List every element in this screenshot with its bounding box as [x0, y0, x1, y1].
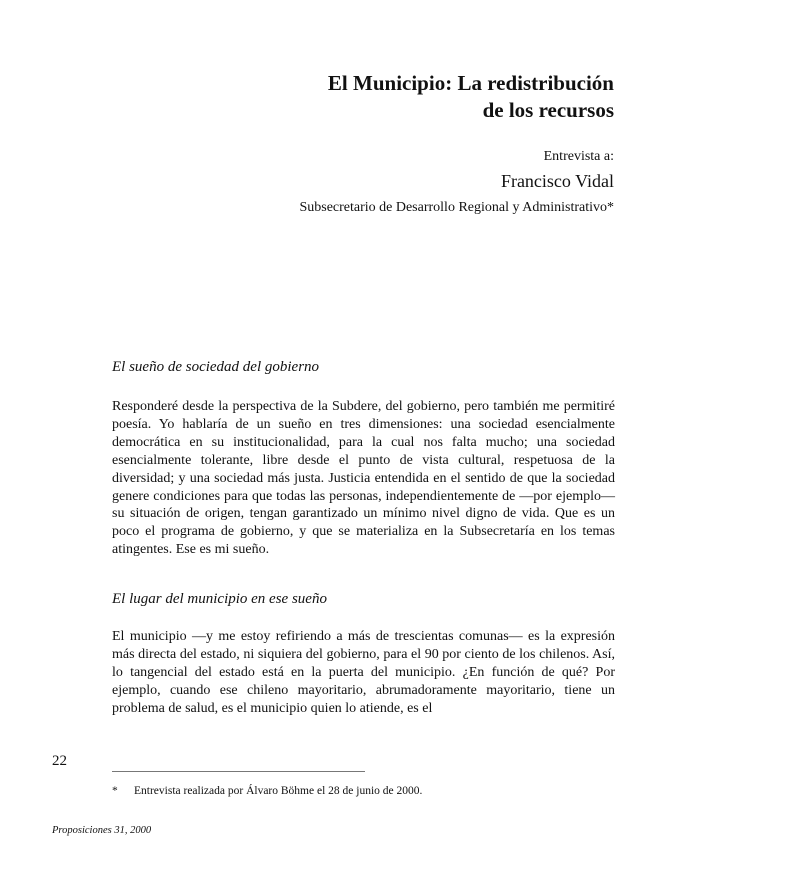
- page-number: 22: [52, 753, 67, 769]
- interviewee-role: Subsecretario de Desarrollo Regional y Administrativo*: [299, 200, 614, 215]
- article-title-line-1: El Municipio: La redistribución: [327, 71, 614, 95]
- footnote: [112, 785, 422, 797]
- footnote-text: Entrevista realizada por Álvaro Böhme el 28 de junio de 2000.: [134, 785, 423, 797]
- section-heading-dream: El sueño de sociedad del gobierno: [112, 359, 320, 375]
- article-title: [194, 70, 614, 124]
- interview-label: Entrevista a:: [543, 149, 614, 164]
- section-body-municipality: El municipio —y me estoy refiriendo a más de trescientas comunas— es la expresión más directa del estado, ni siquiera del gobierno, para el 90 por ciento de los chilenos. Así, lo tangencial del estado está en la puerta del municipio. ¿En función de qué? Por ejemplo, cuando ese chileno mayoritario, abrumadoramente mayoritario, tiene un problema de salud, es el municipio quien lo atiende, es el: [112, 629, 615, 716]
- section-heading-municipality: El lugar del municipio en ese sueño: [112, 591, 327, 607]
- journal-citation: Proposiciones 31, 2000: [52, 825, 152, 836]
- section-body-dream: Responderé desde la perspectiva de la Subdere, del gobierno, pero también me permitiré poesía. Yo hablaría de un sueño en tres dimensiones: una sociedad esencialmente democrática en su institucionalidad, para la cual nos falta mucho; una sociedad esencialmente tolerante, libre desde el punto de vista cultural, respetuosa de la diversidad; y una sociedad más justa. Justicia entendida en el sentido de que la sociedad genere condiciones para que todas las personas, independientemente de —por ejemplo— su situación de origen, tengan garantizado un mínimo nivel digno de vida. Que es un poco el programa de gobierno, y que se materializa en la Subsecretaría en los temas atingentes. Ese es mi sueño.: [112, 399, 615, 558]
- interviewee-name: Francisco Vidal: [500, 171, 614, 191]
- footnote-mark: *: [112, 785, 118, 797]
- footnote-divider: [112, 771, 365, 772]
- article-title-line-2: de los recursos: [482, 98, 614, 122]
